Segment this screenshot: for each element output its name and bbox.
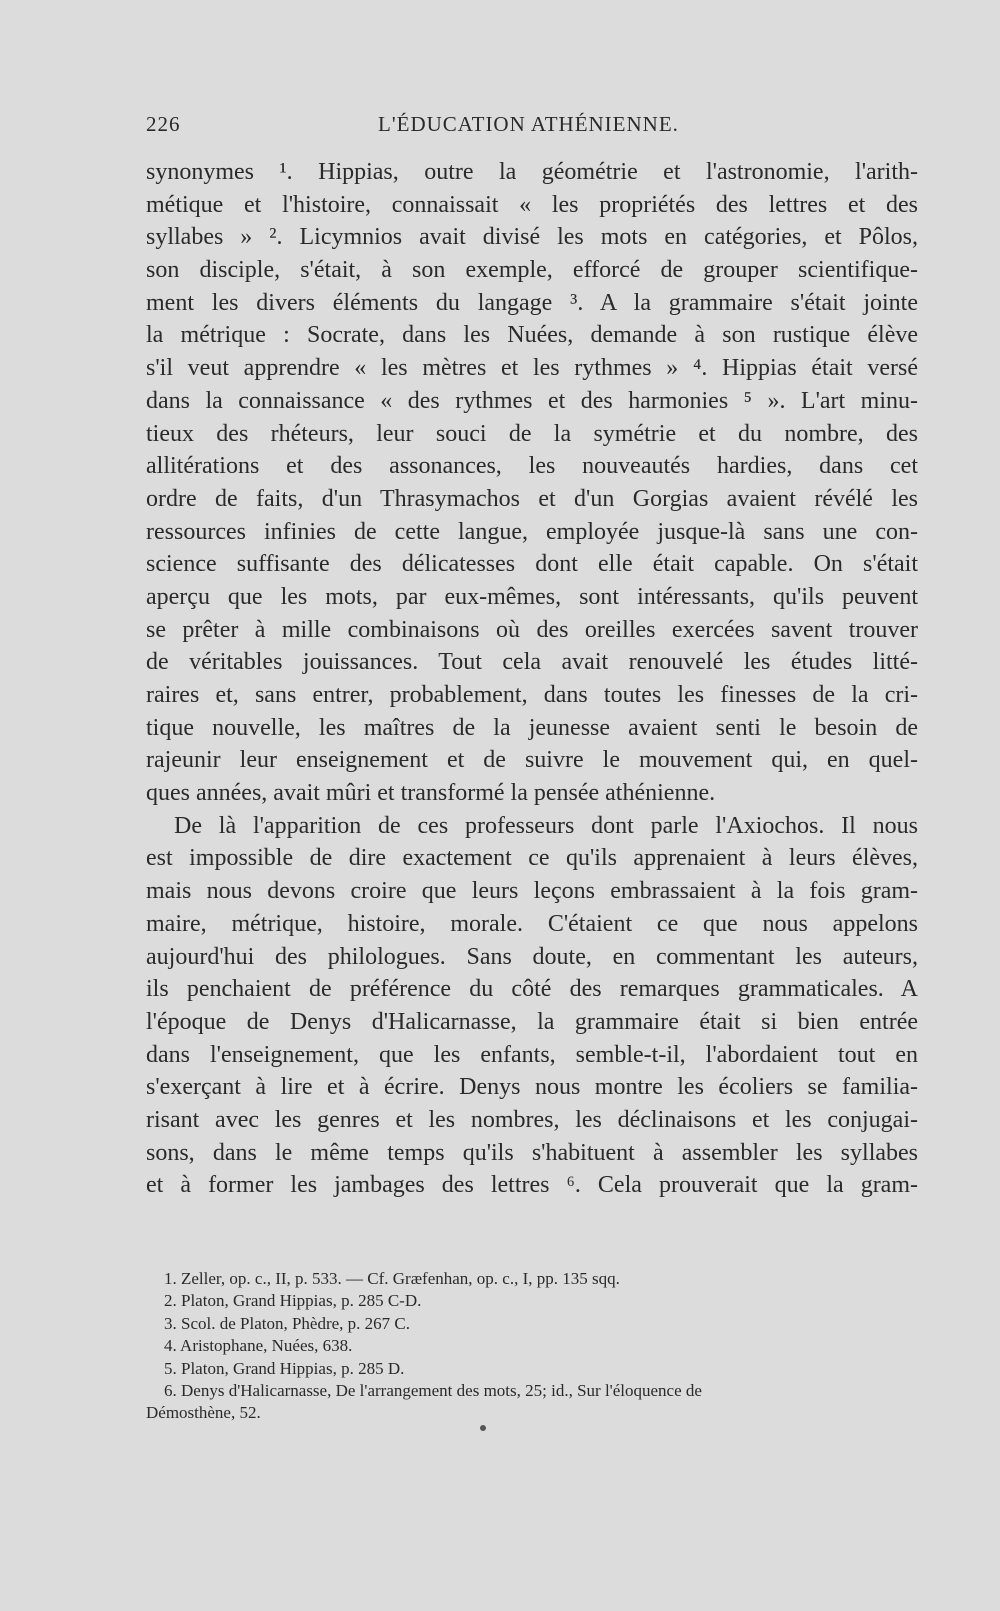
body-line: syllabes » ². Licymnios avait divisé les mots en catégories, et Pôlos, (146, 224, 918, 251)
footnote: 1. Zeller, op. c., II, p. 533. — Cf. Græfenhan, op. c., I, pp. 135 sqq. (164, 1269, 620, 1288)
body-line: rajeunir leur enseignement et de suivre le mouvement qui, en quel- (146, 747, 918, 774)
body-line: sons, dans le même temps qu'ils s'habituent à assembler les syllabes (146, 1139, 918, 1166)
body-line: ressources infinies de cette langue, employée jusque-là sans une con- (146, 518, 918, 545)
body-line: dans la connaissance « des rythmes et des harmonies ⁵ ». L'art minu- (146, 387, 918, 414)
page-header (146, 112, 916, 142)
body-line: se prêter à mille combinaisons où des oreilles exercées savent trouver (146, 616, 918, 643)
footnote: 4. Aristophane, Nuées, 638. (164, 1336, 353, 1356)
footnote-continuation: Démosthène, 52. (146, 1403, 261, 1423)
body-line: maire, métrique, histoire, morale. C'étaient ce que nous appelons (146, 910, 918, 937)
body-line: dans l'enseignement, que les enfants, semble-t-il, l'abordaient tout en (146, 1041, 918, 1068)
body-line: aperçu que les mots, par eux-mêmes, sont intéressants, qu'ils peuvent (146, 583, 918, 610)
body-text (146, 156, 918, 1202)
body-line: est impossible de dire exactement ce qu'ils apprenaient à leurs élèves, (146, 845, 918, 872)
footnote: 6. Denys d'Halicarnasse, De l'arrangement des mots, 25; id., Sur l'éloquence de (164, 1381, 702, 1401)
footnotes (146, 1268, 918, 1425)
body-line: l'époque de Denys d'Halicarnasse, la grammaire était si bien entrée (146, 1008, 918, 1035)
print-mark (480, 1425, 486, 1431)
body-line: ordre de faits, d'un Thrasymachos et d'un Gorgias avaient révélé les (146, 485, 918, 512)
footnote: 2. Platon, Grand Hippias, p. 285 C-D. (164, 1291, 422, 1311)
footnote: 3. Scol. de Platon, Phèdre, p. 267 C. (164, 1313, 411, 1333)
body-line: De là l'apparition de ces professeurs dont parle l'Axiochos. Il nous (174, 812, 918, 839)
body-line: ils penchaient de préférence du côté des remarques grammaticales. A (146, 976, 918, 1003)
body-line: tique nouvelle, les maîtres de la jeunesse avaient senti le besoin de (146, 714, 918, 741)
body-line: aujourd'hui des philologues. Sans doute, en commentant les auteurs, (146, 943, 918, 970)
body-line: allitérations et des assonances, les nouveautés hardies, dans cet (146, 453, 918, 480)
body-line: métique et l'histoire, connaissait « les propriétés des lettres et des (146, 191, 918, 218)
body-line: et à former les jambages des lettres ⁶. Cela prouverait que la gram- (146, 1172, 918, 1199)
body-line: risant avec les genres et les nombres, les déclinaisons et les conjugai- (146, 1106, 918, 1133)
body-line: ques années, avait mûri et transformé la pensée athénienne. (146, 780, 716, 807)
page-number: 226 (146, 112, 181, 136)
body-line: s'exerçant à lire et à écrire. Denys nous montre les écoliers se familia- (146, 1074, 918, 1101)
body-line: mais nous devons croire que leurs leçons embrassaient à la fois gram- (146, 878, 918, 905)
body-line: synonymes ¹. Hippias, outre la géométrie et l'astronomie, l'arith- (146, 159, 918, 185)
body-line: s'il veut apprendre « les mètres et les rythmes » ⁴. Hippias était versé (146, 355, 918, 382)
body-line: de véritables jouissances. Tout cela avait renouvelé les études litté- (146, 649, 918, 676)
body-line: raires et, sans entrer, probablement, dans toutes les finesses de la cri- (146, 682, 918, 708)
running-title: L'ÉDUCATION ATHÉNIENNE. (378, 112, 679, 136)
body-line: la métrique : Socrate, dans les Nuées, demande à son rustique élève (146, 322, 918, 349)
body-line: ment les divers éléments du langage ³. A la grammaire s'était jointe (146, 289, 918, 316)
body-line: son disciple, s'était, à son exemple, efforcé de grouper scientifique- (146, 257, 918, 284)
body-line: science suffisante des délicatesses dont elle était capable. On s'était (146, 551, 918, 578)
footnote: 5. Platon, Grand Hippias, p. 285 D. (164, 1358, 405, 1378)
body-line: tieux des rhéteurs, leur souci de la symétrie et du nombre, des (146, 420, 918, 447)
